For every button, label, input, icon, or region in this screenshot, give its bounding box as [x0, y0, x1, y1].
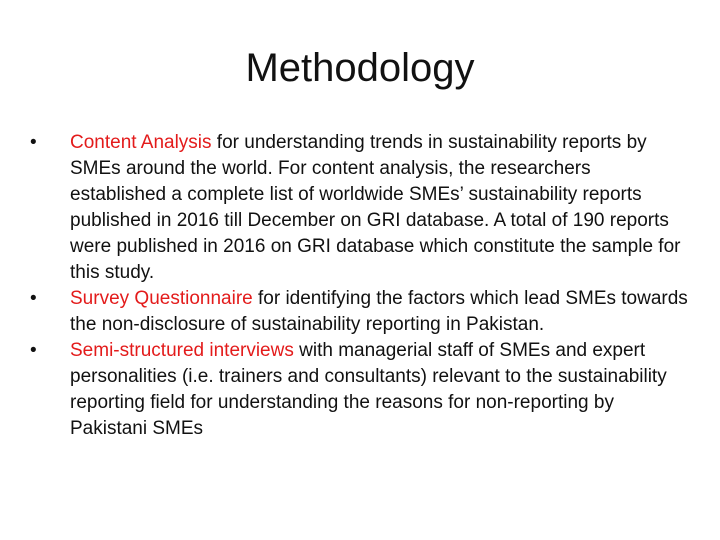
bullet-item-content-analysis	[30, 130, 690, 286]
bullet-item-interviews	[30, 338, 690, 442]
bullet-text: for identifying the factors which lead SMEs towards the non-disclosure of sustainability reporting in Pakistan.	[70, 288, 688, 335]
bullet-list	[30, 130, 690, 442]
slide-title: Methodology	[245, 46, 475, 90]
bullet-text: with managerial staff of SMEs and expert personalities (i.e. trainers and consultants) relevant to the sustainability reporting field for understanding the reasons for non-reporting by Pakistani SMEs	[70, 340, 667, 439]
bullet-icon: •	[30, 288, 37, 309]
bullet-highlight: Survey Questionnaire	[70, 288, 253, 309]
bullet-text: for understanding trends in sustainability reports by SMEs around the world. For content analysis, the researchers established a complete list of worldwide SMEs’ sustainability reports published in 2016 till December on GRI database. A total of 190 reports were published in 2016 on GRI database which constitute the sample for this study.	[70, 132, 681, 283]
bullet-icon: •	[30, 132, 37, 153]
bullet-highlight: Semi-structured interviews	[70, 340, 294, 361]
bullet-icon: •	[30, 340, 37, 361]
bullet-item-survey-questionnaire	[30, 286, 690, 338]
bullet-highlight: Content Analysis	[70, 132, 212, 153]
